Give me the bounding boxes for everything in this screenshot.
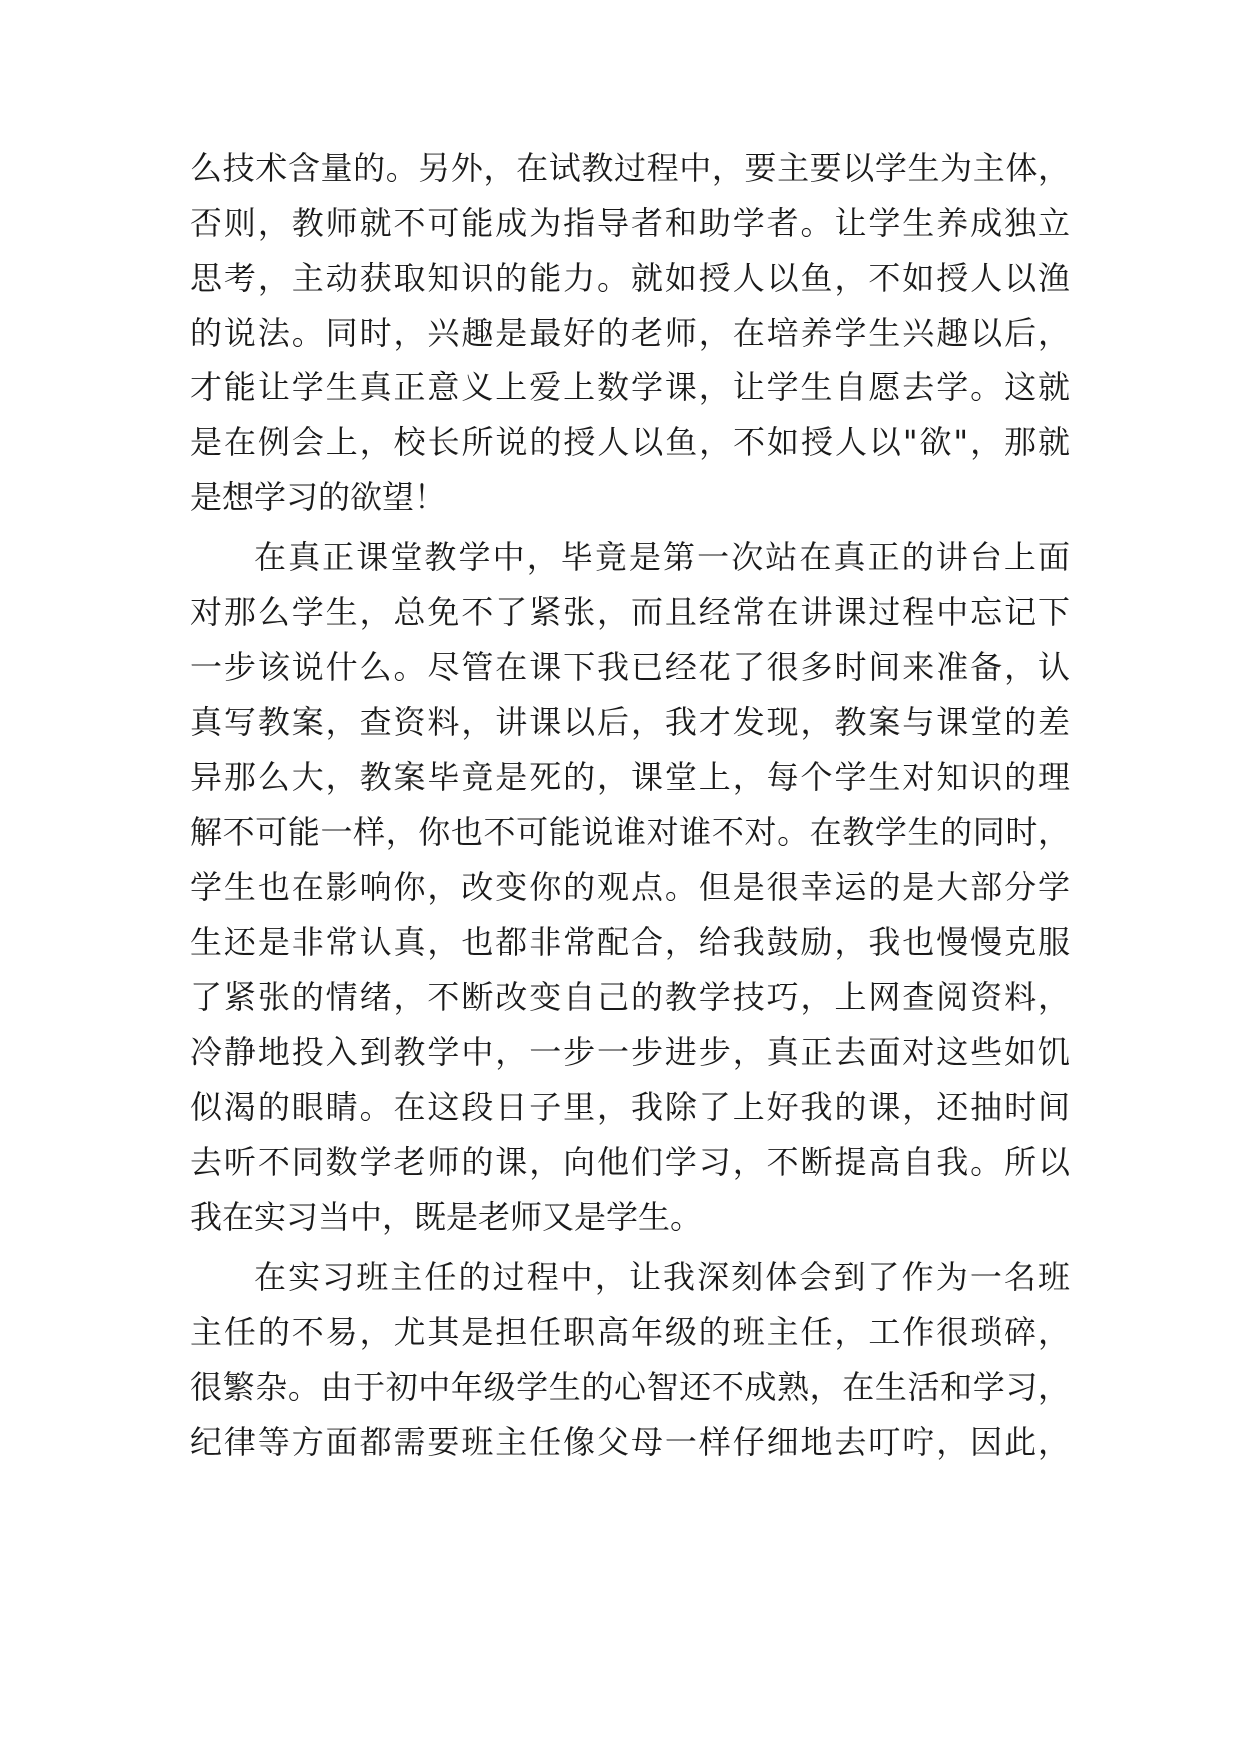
text-line: 对那么学生，总免不了紧张，而且经常在讲课过程中忘记下 <box>190 593 1070 631</box>
paragraph-first-line: 在真正课堂教学中，毕竟是第一次站在真正的讲台上面 <box>254 538 1070 576</box>
text-line: 生还是非常认真，也都非常配合，给我鼓励，我也慢慢克服 <box>190 923 1070 961</box>
paragraph-first-line: 在实习班主任的过程中，让我深刻体会到了作为一名班 <box>254 1258 1070 1296</box>
text-line: 真写教案，查资料，讲课以后，我才发现，教案与课堂的差 <box>190 703 1070 741</box>
text-line: 我在实习当中，既是老师又是学生。 <box>190 1198 703 1236</box>
text-line: 的说法。同时，兴趣是最好的老师，在培养学生兴趣以后， <box>190 314 1070 352</box>
text-line: 很繁杂。由于初中年级学生的心智还不成熟，在生活和学习， <box>190 1368 1070 1406</box>
text-line: 才能让学生真正意义上爱上数学课，让学生自愿去学。这就 <box>190 368 1070 406</box>
text-line: 么技术含量的。另外，在试教过程中，要主要以学生为主体， <box>190 149 1070 187</box>
text-line: 解不可能一样，你也不可能说谁对谁不对。在教学生的同时， <box>190 813 1070 851</box>
text-line: 否则，教师就不可能成为指导者和助学者。让学生养成独立 <box>190 204 1070 242</box>
text-line: 思考，主动获取知识的能力。就如授人以鱼，不如授人以渔 <box>190 259 1070 297</box>
text-line: 主任的不易，尤其是担任职高年级的班主任，工作很琐碎， <box>190 1313 1070 1351</box>
text-line: 异那么大，教案毕竟是死的，课堂上，每个学生对知识的理 <box>190 758 1070 796</box>
text-line: 一步该说什么。尽管在课下我已经花了很多时间来准备，认 <box>190 648 1070 686</box>
text-line: 了紧张的情绪，不断改变自己的教学技巧，上网查阅资料， <box>190 978 1070 1016</box>
text-line: 纪律等方面都需要班主任像父母一样仔细地去叮咛，因此， <box>190 1423 1070 1461</box>
text-line: 去听不同数学老师的课，向他们学习，不断提高自我。所以 <box>190 1143 1070 1181</box>
text-line: 似渴的眼睛。在这段日子里，我除了上好我的课，还抽时间 <box>190 1088 1070 1126</box>
text-line: 学生也在影响你，改变你的观点。但是很幸运的是大部分学 <box>190 868 1070 906</box>
text-line: 是在例会上，校长所说的授人以鱼，不如授人以"欲"，那就 <box>190 423 1070 461</box>
text-line: 是想学习的欲望！ <box>190 478 447 516</box>
text-line: 冷静地投入到教学中，一步一步进步，真正去面对这些如饥 <box>190 1033 1070 1071</box>
